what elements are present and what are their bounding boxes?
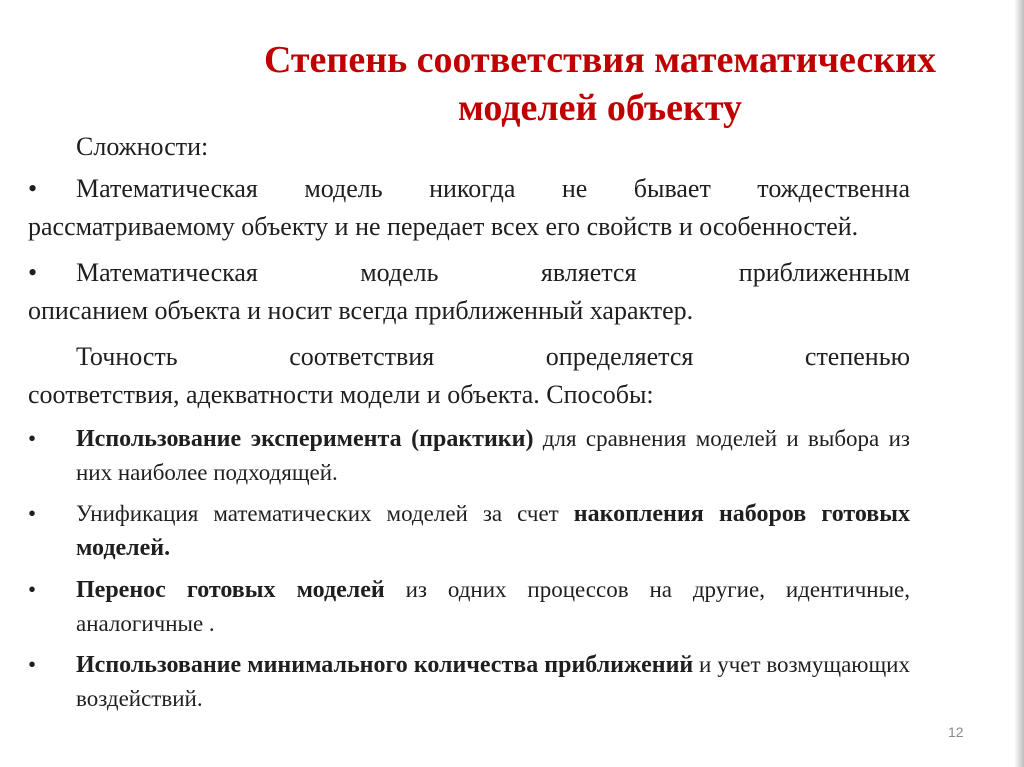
list-item-text-rest: описанием объекта и носит всегда приближенный характер. — [28, 296, 694, 325]
slide-body — [28, 128, 910, 715]
list-item — [28, 497, 910, 565]
emphasis: Использование минимального количества приближений — [76, 652, 694, 678]
section-heading: Сложности: — [76, 132, 209, 161]
list-item-text-plain: из одних процессов на другие, идентичные, аналогичные . — [76, 577, 910, 636]
bullet-icon: • — [28, 426, 37, 451]
list-item — [28, 422, 910, 489]
page-number: 12 — [948, 724, 964, 740]
bullet-icon: • — [28, 652, 37, 677]
list-item-text-line1: Математическая модель является приближенным — [76, 258, 910, 287]
paragraph-line1: Точность соответствия определяется степенью — [76, 342, 910, 371]
list-item-text-line1: Математическая модель никогда не бывает тождественна — [76, 174, 910, 203]
bullet-icon: • — [28, 174, 38, 203]
list-item-text — [76, 577, 910, 636]
paragraph-rest: соответствия, адекватности модели и объекта. Способы: — [28, 380, 654, 409]
list-item — [28, 648, 910, 715]
paragraph — [28, 338, 910, 414]
slide-title: Степень соответствия математических моделей объекту — [263, 39, 937, 129]
list-item-text-rest: рассматриваемому объекту и не передает всех его свойств и особенностей. — [28, 212, 859, 241]
list-item-text-plain: Унификация математических моделей за счет — [76, 501, 574, 526]
emphasis: Использование эксперимента (практики) — [76, 426, 534, 452]
list-item-text — [76, 426, 910, 485]
list-item-text — [76, 652, 910, 711]
slide-edge-shadow — [1014, 0, 1024, 767]
list-item-text — [76, 501, 910, 560]
list-item — [28, 170, 910, 246]
emphasis: накопления наборов готовых моделей. — [76, 501, 910, 561]
list-item-text-plain: для сравнения моделей и выбора из них наиболее подходящей. — [76, 426, 910, 485]
list-item — [28, 573, 910, 640]
bullet-icon: • — [28, 501, 37, 526]
emphasis: Перенос готовых моделей — [76, 577, 385, 603]
bullet-icon: • — [28, 577, 37, 602]
bullet-icon: • — [28, 258, 38, 287]
list-item-text-plain: и учет возмущающих воздействий. — [76, 652, 910, 711]
list-item — [28, 254, 910, 330]
